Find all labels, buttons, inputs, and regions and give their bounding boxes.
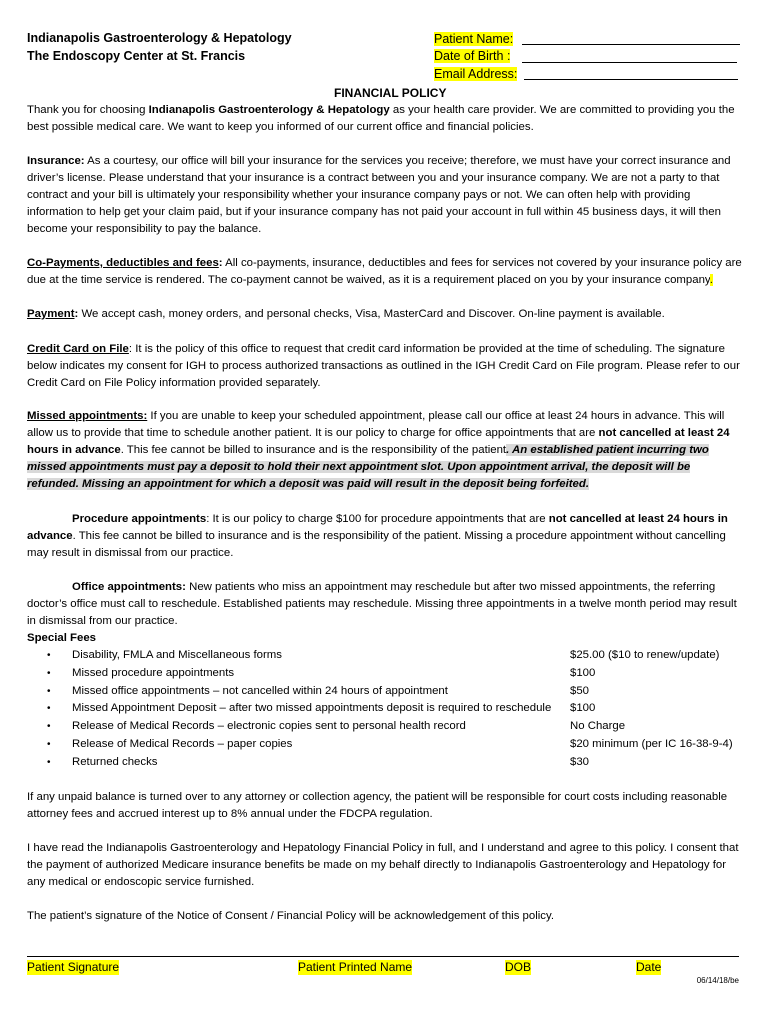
acknowledgement-paragraph: The patient’s signature of the Notice of Consent / Financial Policy will be acknowledgement of this policy. <box>27 910 554 922</box>
copay-paragraph: Co-Payments, deductibles and fees: All co-payments, insurance, deductibles and fees for services not covered by your insurance policy are due at the time service is rendered. The co-payment cannot be waived, as it is a requirement placed on you by your insurance company. <box>27 257 742 287</box>
fee-description: Missed Appointment Deposit – after two missed appointments deposit is required to reschedule <box>72 702 552 715</box>
email-label: Email Address: <box>434 67 518 81</box>
fee-row: • Release of Medical Records – paper copies $20 minimum (per IC 16-38-9-4) <box>27 736 743 754</box>
org-facility: The Endoscopy Center at St. Francis <box>27 49 246 63</box>
special-fees-heading: Special Fees <box>27 632 97 644</box>
dob-field[interactable] <box>522 62 737 63</box>
insurance-paragraph: Insurance: As a courtesy, our office will bill your insurance for the services you receive; therefore, we must have your correct insurance and driver’s license. Please understand that your insurance is a contract between you and your insurance company. We are not a party to that contract and your bill is ultimately your responsibility whether your insurance company pays or not. We can often help with providing information to help get your claim paid, but if your insurance company has not paid your account in full within 45 business days, it will then become your responsibility to pay the balance. <box>27 155 731 236</box>
fee-row: • Missed office appointments – not cancelled within 24 hours of appointment $50 <box>27 683 743 701</box>
procedure-heading: Procedure appointments <box>72 513 207 525</box>
printed-name-label: Patient Printed Name <box>298 960 413 974</box>
fee-amount: No Charge <box>570 720 626 733</box>
fee-description: Release of Medical Records – paper copies <box>72 737 293 750</box>
fee-description: Release of Medical Records – electronic copies sent to personal health record <box>72 720 466 733</box>
fee-amount: $100 <box>570 666 596 679</box>
revision-code: 06/14/18/be <box>696 976 739 985</box>
collection-paragraph: If any unpaid balance is turned over to any attorney or collection agency, the patient will be responsible for court costs including reasonable attorney fees and accrued interest up to 8% annual under the FDCPA regulation. <box>27 791 728 821</box>
fee-amount: $100 <box>570 702 596 715</box>
signature-line[interactable] <box>27 956 739 957</box>
fee-row: • Missed Appointment Deposit – after two missed appointments deposit is required to reschedule $100 <box>27 700 743 718</box>
office-heading: Office appointments: <box>72 581 186 593</box>
fee-row: • Release of Medical Records – electronic copies sent to personal health record No Charge <box>27 718 743 736</box>
fee-amount: $20 minimum (per IC 16-38-9-4) <box>570 737 733 750</box>
email-field[interactable] <box>524 79 738 80</box>
credit-card-heading: Credit Card on File <box>27 343 129 355</box>
fee-row: • Returned checks $30 <box>27 754 743 772</box>
org-name: Indianapolis Gastroenterology & Hepatology <box>27 31 292 45</box>
fee-amount: $25.00 ($10 to renew/update) <box>570 649 720 661</box>
fee-amount: $50 <box>570 684 590 697</box>
missed-heading: Missed appointments: <box>27 410 148 422</box>
fee-description: Disability, FMLA and Miscellaneous forms <box>72 649 282 661</box>
fee-description: Missed office appointments – not cancelled within 24 hours of appointment <box>72 684 448 697</box>
fee-description: Returned checks <box>72 755 158 768</box>
patient-name-field[interactable] <box>522 44 740 45</box>
consent-paragraph: I have read the Indianapolis Gastroenterology and Hepatology Financial Policy in full, and I understand and agree to this policy. I consent that the payment of authorized Medicare insurance benefits be made on my behalf directly to Indianapolis Gastroenterology and Hepatology for any medical or endoscopic service furnished. <box>27 842 739 889</box>
fee-row: • Missed procedure appointments $100 <box>27 665 743 683</box>
fee-amount: $30 <box>570 755 590 768</box>
intro-paragraph: Thank you for choosing Indianapolis Gastroenterology & Hepatology as your health care provider. We are committed to providing you the best possible medical care. We want to keep you informed of our current office and financial policies. <box>27 104 735 134</box>
patient-signature-label: Patient Signature <box>27 960 120 974</box>
credit-card-paragraph: Credit Card on File: It is the policy of this office to request that credit card information be provided at the time of scheduling. The signature below indicates my consent for IGH to process authorized transactions as outlined in the IGH Credit Card on File program. Please refer to our Credit Card on File Policy information provided separately. <box>27 343 740 390</box>
dob-label: Date of Birth : <box>434 49 511 63</box>
payment-heading: Payment <box>27 308 75 320</box>
missed-appointments-paragraph: Missed appointments: If you are unable to keep your scheduled appointment, please call our office at least 24 hours in advance. This will allow us to provide that time to schedule another patient. It is our policy to charge for office appointments that are not cancelled at least 24 hours in advance. This fee cannot be billed to insurance and is the responsibility of the patient. An established patient incurring two missed appointments must pay a deposit to hold their next appointment slot. Upon appointment arrival, the deposit will be refunded. Missing an appointment for which a deposit was paid will result in the deposit being forfeited. <box>27 410 730 491</box>
date-label: Date <box>636 960 662 974</box>
insurance-heading: Insurance: <box>27 155 85 167</box>
fee-row: • Disability, FMLA and Miscellaneous forms $25.00 ($10 to renew/update) <box>27 647 743 665</box>
copay-heading: Co-Payments, deductibles and fees <box>27 257 219 269</box>
special-fees-list <box>27 647 743 772</box>
procedure-paragraph: Procedure appointments: It is our policy to charge $100 for procedure appointments that are not cancelled at least 24 hours in advance. This fee cannot be billed to insurance and is the responsibility of the patient. Missing a procedure appointment without cancelling may result in dismissal from our practice. <box>27 513 728 560</box>
page-title: FINANCIAL POLICY <box>334 86 447 100</box>
signature-dob-label: DOB <box>505 960 532 974</box>
office-paragraph: Office appointments: New patients who miss an appointment may reschedule but after two missed appointments, the referring doctor’s office must call to reschedule. Established patients may reschedule. Missing three appointments in a twelve month period may result in dismissal from our practice. <box>27 581 737 628</box>
fee-description: Missed procedure appointments <box>72 666 235 679</box>
patient-name-label: Patient Name: <box>434 32 514 46</box>
payment-paragraph: Payment: We accept cash, money orders, and personal checks, Visa, MasterCard and Discover. On-line payment is available. <box>27 308 665 320</box>
